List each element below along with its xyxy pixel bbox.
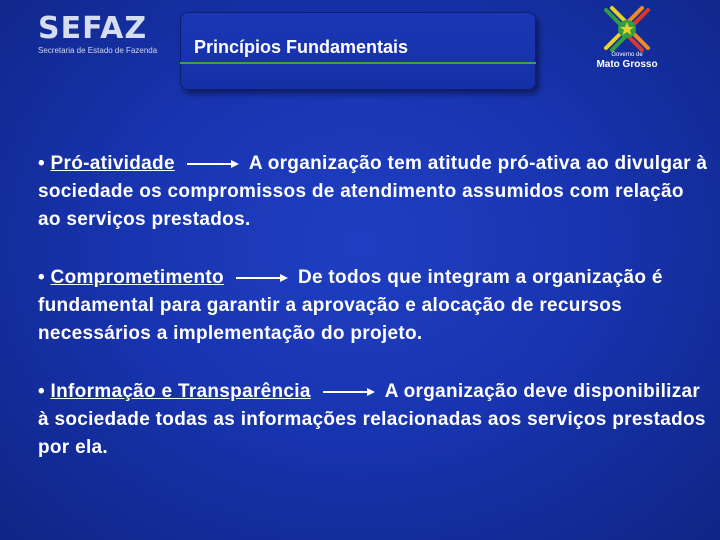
page-title: Princípios Fundamentais: [194, 37, 409, 57]
arrow-right-icon: [323, 387, 375, 397]
mato-grosso-logo: [596, 4, 658, 74]
sefaz-logo-subtitle: Secretaria de Estado de Fazenda: [38, 46, 158, 55]
mato-grosso-emblem-icon: [596, 4, 658, 54]
bullet-mark: •: [38, 153, 45, 174]
principle-term: Pró-atividade: [50, 153, 175, 174]
principle-item: [38, 264, 710, 348]
title-underline: [180, 62, 536, 64]
bullet-mark: •: [38, 267, 45, 288]
principle-description: A organização deve disponibilizar à sociedade todas as informações relacionadas aos serviços prestados por ela.: [38, 381, 706, 458]
sefaz-logo-word: SEFAZ: [38, 11, 148, 46]
bullet-mark: •: [38, 381, 45, 402]
principle-description: A organização tem atitude pró-ativa ao divulgar à sociedade os compromissos de atendimento assumidos com relação ao serviços prestados.: [38, 153, 708, 230]
sefaz-logo: [38, 11, 158, 56]
arrow-right-icon: [236, 273, 288, 283]
principle-term: Comprometimento: [50, 267, 224, 288]
principles-list: [38, 150, 710, 492]
principle-item: [38, 378, 710, 462]
title-box: [180, 12, 536, 90]
arrow-right-icon: [187, 159, 239, 169]
principle-item: [38, 150, 710, 234]
principle-description: De todos que integram a organização é fundamental para garantir a aprovação e alocação de recursos necessários a implementação do projeto.: [38, 267, 663, 344]
gov-logo-big-text: Mato Grosso: [596, 59, 658, 70]
gov-logo-small-text: Governo de: [611, 52, 643, 58]
principle-term: Informação e Transparência: [50, 381, 311, 402]
